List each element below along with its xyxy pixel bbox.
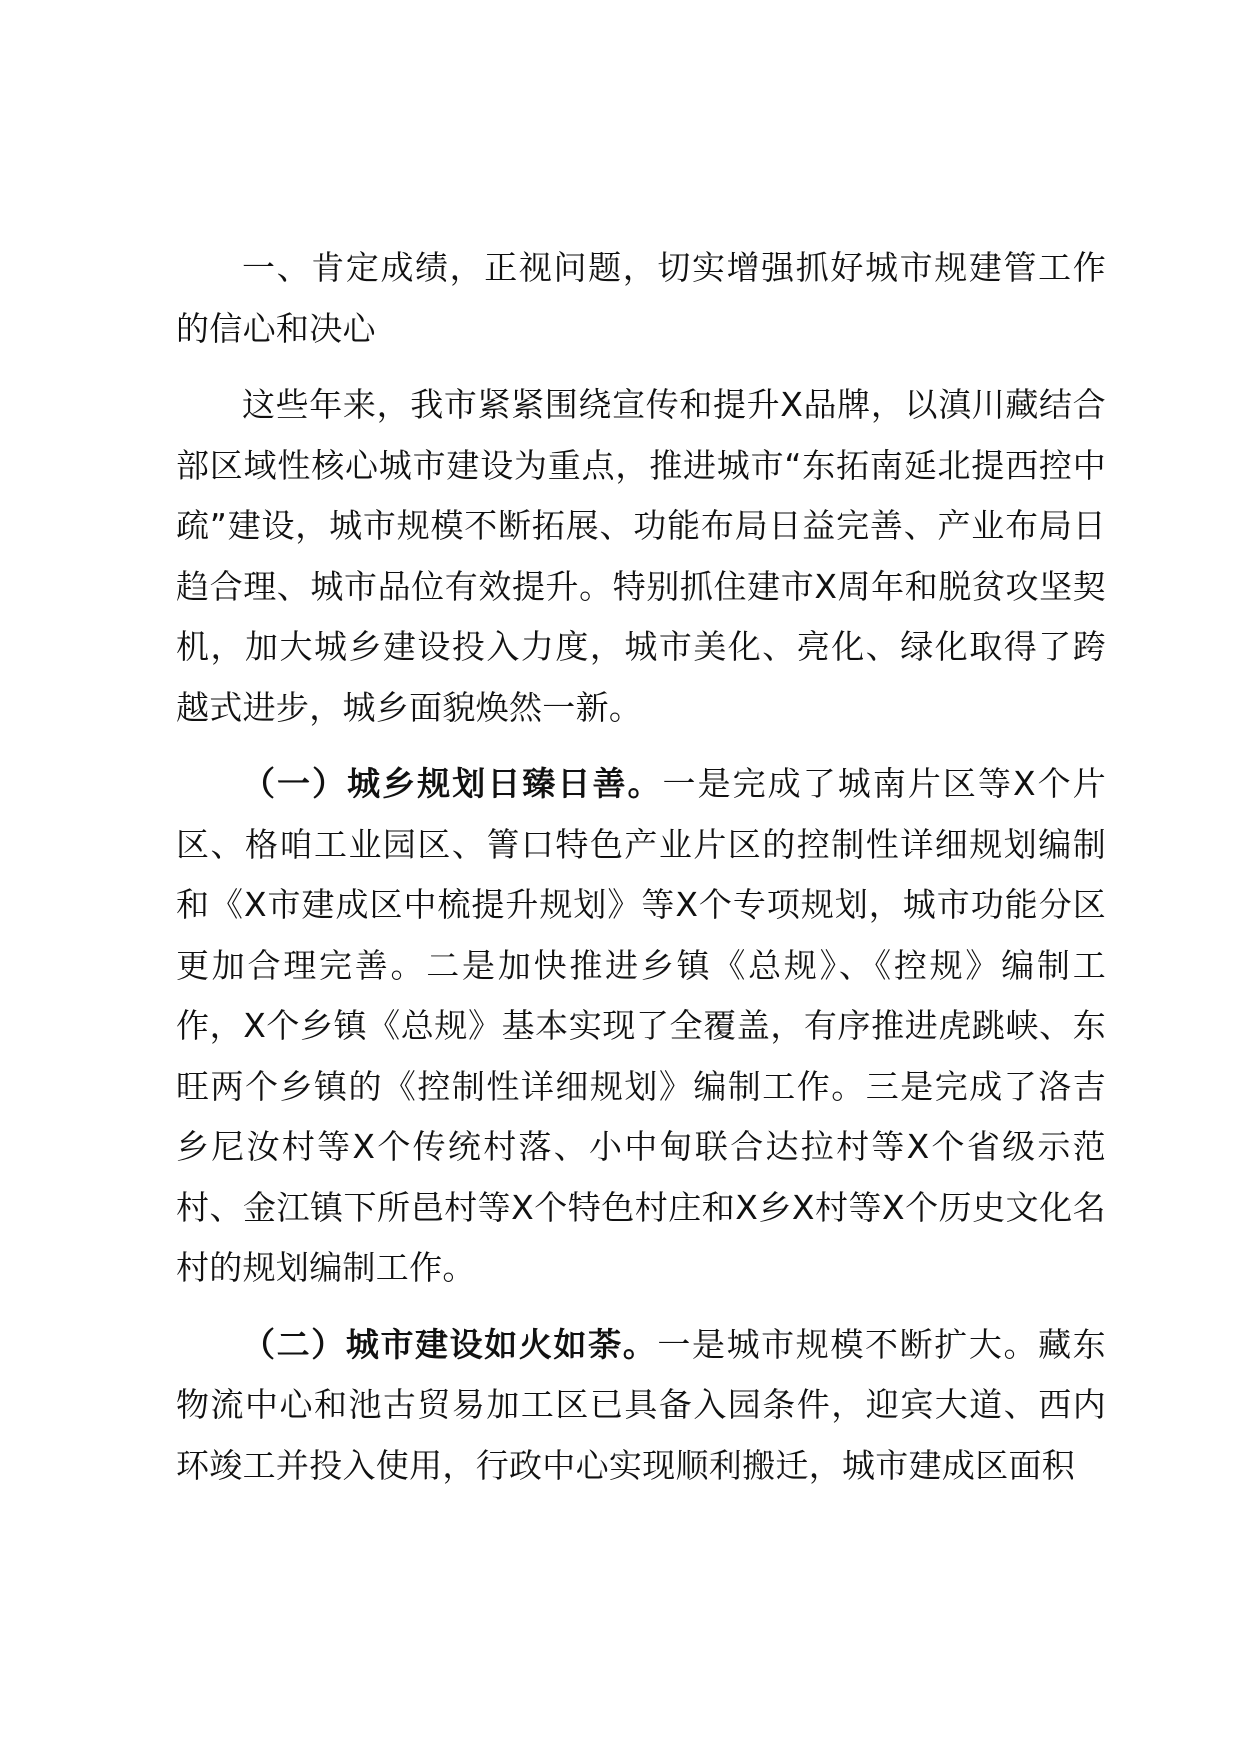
section-1-paragraph	[176, 754, 1106, 1299]
intro-paragraph: 这些年来，我市紧紧围绕宣传和提升X品牌，以滇川藏结合部区域性核心城市建设为重点，推进城市“东拓南延北提西控中疏”建设，城市规模不断拓展、功能布局日益完善、产业布局日趋合理、城市品位有效提升。特别抓住建市X周年和脱贫攻坚契机，加大城乡建设投入力度，城市美化、亮化、绿化取得了跨越式进步，城乡面貌焕然一新。	[176, 385, 1106, 727]
section-2-body: 一是城市规模不断扩大。藏东物流中心和池古贸易加工区已具备入园条件，迎宾大道、西内环竣工并投入使用，行政中心实现顺利搬迁，城市建成区面积	[176, 1324, 1106, 1485]
section-2-title: （二）城市建设如火如荼。	[242, 1324, 658, 1364]
section-1-body: 一是完成了城南片区等X个片区、格咱工业园区、箐口特色产业片区的控制性详细规划编制和《X市建成区中梳提升规划》等X个专项规划，城市功能分区更加合理完善。二是加快推进乡镇《总规》、《控规》编制工作，X个乡镇《总规》基本实现了全覆盖，有序推进虎跳峡、东旺两个乡镇的《控制性详细规划》编制工作。三是完成了洛吉乡尼汝村等X个传统村落、小中甸联合达拉村等X个省级示范村、金江镇下所邑村等X个特色村庄和X乡X村等X个历史文化名村的规划编制工作。	[176, 764, 1106, 1287]
section-1-title: （一）城乡规划日臻日善。	[242, 764, 663, 803]
section-2-paragraph	[176, 1315, 1106, 1497]
document-body	[176, 238, 1106, 1496]
section-heading: 一、肯定成绩，正视问题，切实增强抓好城市规建管工作的信心和决心	[176, 248, 1106, 348]
